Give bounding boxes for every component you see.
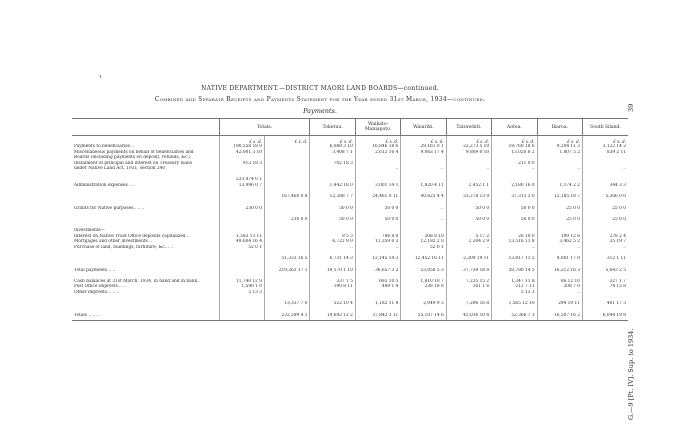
tokerau-cell: 190 8 11 [310,284,355,289]
waikato-cell: 2,612 16 4 [355,150,400,155]
units-totals-a: £ s. d. [219,136,264,145]
tokerau-cell: .. [310,245,355,250]
aotea-cell: 211 0 0 [492,161,537,166]
aotea-cell: 50 0 0 [492,206,537,211]
aotea-cell: 13,020 8 2 [492,150,537,155]
waiariki-cell: 1,810 10 7 [401,279,446,284]
south-island-cell: 74 15 8 [582,284,628,289]
totals-a-cell: 1,590 1 0 [219,284,264,289]
col-header-waiariki: Waiariki. [401,119,446,136]
waikato-cell: 11,359 0 3 [355,239,400,244]
south-island-cell: 3,122 14 2 [582,144,628,149]
tokerau-cell: 702 18 3 [310,161,355,166]
units-blank [72,136,219,145]
totals-a-cell: 42,001 3 10 [219,150,264,155]
totals-b-cell: 13,337 7 0 [265,301,310,306]
waiariki-cell: 52 0 1 [401,245,446,250]
south-island-cell: 327 1 7 [582,279,628,284]
aotea-cell: 1,347 11 8 [492,279,537,284]
waikato-cell: 36,657 3 2 [355,268,400,273]
south-island-cell: 5,306 0 0 [582,194,628,199]
row-label: Interest on Native Trust Office deposits capitalized .. [74,233,190,239]
tairawhiti-cell: 50 0 0 [446,206,491,211]
waiariki-cell: 55,107 14 6 [401,313,446,321]
waikato-cell: 3,001 14 1 [355,183,400,188]
row-label: Administration expenses .. .. [74,182,136,188]
units-tairawhiti: £ s. d. [446,136,491,145]
waikato-cell: 24,461 0 11 [355,194,400,199]
waiariki-cell: 2,049 9 3 [401,301,446,306]
aotea-cell: .. [492,245,537,250]
aotea-cell: 13,518 11 8 [492,239,537,244]
aotea-cell: 5 13 3 [492,290,537,295]
ikaroa-cell: 208 7 0 [537,284,582,289]
aotea-cell: 52,366 7 3 [492,313,537,321]
totals-a-cell: 13,996 0 7 [219,183,264,188]
south-island-cell: 278 2 4 [582,234,628,239]
totals-b-cell: 232,599 4 1 [265,313,310,321]
totals-b-cell: 230 0 0 [265,217,310,222]
running-title: G.—9 [Pt. IV]. Sup. to 1934. [627,328,635,420]
row-label: Total payments .. .. [74,267,116,273]
tokerau-cell: 6,731 14 3 [310,256,355,261]
totals-a-cell: 190,558 18 0 [219,144,264,149]
tairawhiti-cell: 161 1 6 [446,284,491,289]
aotea-cell: 50,780 14 5 [492,268,537,273]
ikaroa-cell: 16,212 16 3 [537,268,582,273]
ikaroa-cell: 16,507 16 2 [537,313,582,321]
tairawhiti-cell: .. [446,245,491,250]
ikaroa-cell: 3,462 5 2 [537,239,582,244]
units-south-island: £ s. d. [582,136,628,145]
waikato-cell: 489 1 4 [355,284,400,289]
waiariki-cell: 12,192 2 0 [401,239,446,244]
ikaroa-cell: 25 0 0 [537,206,582,211]
aotea-cell: .. [492,166,537,171]
tairawhiti-cell: 37,739 18 8 [446,268,491,273]
units-waiariki: £ s. d. [401,136,446,145]
waikato-cell: .. [355,166,400,171]
totals-a-cell: 1,583 13 11 [219,234,264,239]
tairawhiti-cell: 7,235 15 2 [446,279,491,284]
ikaroa-cell: .. [537,290,582,295]
page-number: 39 [627,103,635,112]
units-waikato: £ s. d. [355,136,400,145]
south-island-cell: .. [582,245,628,250]
waikato-cell: .. [355,245,400,250]
tairawhiti-cell: 2,309 19 11 [446,256,491,261]
statement-subtitle: Combined and Separate Receipts and Payments Statement for the Year ended 31st March, 1934—continued. [154,96,486,103]
tairawhiti-cell: 2,304 2 9 [446,239,491,244]
waiariki-cell: .. [401,217,446,222]
waikato-cell: 1,182 11 9 [355,301,400,306]
totals-b-cell: 51,333 16 5 [265,256,310,261]
totals-b-cell: 219,263 17 1 [265,268,310,273]
tairawhiti-cell: 5 17 2 [446,234,491,239]
units-aotea: £ s. d. [492,136,537,145]
table-row [72,313,628,321]
totals-a-cell: 230 0 0 [219,206,264,211]
row-label: under Native Land Act, 1931, section 240 [74,166,166,172]
col-header-aotea: Aotea. [492,119,537,136]
totals-a-cell: 49,604 16 4 [219,239,264,244]
south-island-cell: 401 17 3 [582,301,628,306]
row-label: Totals .. .. .. [72,313,219,321]
row-label: Boards (including payments on deposit, refunds, &c.) [74,155,191,161]
waikato-cell: 50 0 0 [355,206,400,211]
ikaroa-cell: 1,174 2 2 [537,183,582,188]
row-label: Payments to beneficiaries .. [74,144,135,150]
ikaroa-cell: .. [537,245,582,250]
waikato-cell: 16,846 18 6 [355,144,400,149]
payments-table [72,118,628,321]
aotea-cell: 13,817 11 5 [492,256,537,261]
aotea-cell: 37,313 3 0 [492,194,537,199]
totals-a-cell: 11,740 12 9 [219,279,264,284]
col-header-ikaroa: Ikaroa. [537,119,582,136]
waiariki-cell: 12,452 16 11 [401,256,446,261]
row-label: Instalment of principal and interest on Treasury loans [74,160,192,166]
waiariki-cell: .. [401,166,446,171]
ikaroa-cell: 4,001 17 8 [537,256,582,261]
waikato-cell: 693 10 5 [355,279,400,284]
waiariki-cell: 9,063 17 4 [401,150,446,155]
col-header-tairawhiti: Tairawhiti. [446,119,491,136]
ikaroa-cell: 25 0 0 [537,217,582,222]
aotea-cell: 212 7 11 [492,284,537,289]
south-island-cell: .. [582,166,628,171]
tokerau-cell: 6,088 3 10 [310,144,355,149]
col-header-totals: Totals. [219,119,310,136]
ikaroa-cell: 12,185 18 7 [537,194,582,199]
row-label: Post Office imprests .. .. [74,284,126,290]
margin-mark [100,75,101,78]
tokerau-cell: 50 0 0 [310,206,355,211]
tairawhiti-cell: .. [446,166,491,171]
row-label: Miscellaneous payments on behalf of beneficiaries and [74,149,194,155]
south-island-cell: 312 1 11 [582,256,628,261]
tairawhiti-cell: 7,296 16 8 [446,301,491,306]
section-heading: Payments. [303,107,337,115]
ikaroa-cell: 1,807 5 2 [537,150,582,155]
units-totals-b: £ s. d. [265,136,310,145]
ikaroa-cell: 294 19 11 [537,301,582,306]
waiariki-cell: 40,625 4 4 [401,194,446,199]
units-row [72,136,628,145]
ikaroa-cell: 86 12 10 [537,279,582,284]
aotea-cell: 1,565 12 10 [492,301,537,306]
aotea-cell: 26 10 0 [492,234,537,239]
row-label: Cash balances at 31st March, 1934, in hand and in bank.. [74,278,200,284]
tokerau-cell: 9 5 3 [310,234,355,239]
tokerau-cell: 522 10 4 [310,301,355,306]
south-island-cell: 344 3 3 [582,183,628,188]
totals-b-cell: 167,460 0 8 [265,194,310,199]
south-island-cell: 25 0 0 [582,217,628,222]
waikato-cell: 786 8 0 [355,234,400,239]
tokerau-cell: 3,408 7 1 [310,150,355,155]
row-label: Investments— [74,228,105,234]
row-label: Purchase of land, buildings, furniture, &c... .. [74,244,173,250]
waiariki-cell: 29,161 0 1 [401,144,446,149]
totals-a-cell: 233,474 0 1 [219,177,264,182]
waiariki-cell: 238 18 8 [401,284,446,289]
waiariki-cell: 53,058 5 3 [401,268,446,273]
waikato-cell: 12,145 14 3 [355,256,400,261]
waikato-cell: 37,842 3 11 [355,313,400,321]
row-label: Grants for Native purposes.. .. .. [74,205,145,211]
south-island-cell: 35 19 7 [582,239,628,244]
tokerau-cell: 19,170 1 10 [310,268,355,273]
table-header-row [72,119,628,136]
tairawhiti-cell: 45,036 10 4 [446,313,491,321]
south-island-cell: 839 2 11 [582,150,628,155]
tokerau-cell: 6,722 9 0 [310,239,355,244]
waiariki-cell: 1,820 4 11 [401,183,446,188]
tokerau-cell: 19,692 12 2 [310,313,355,321]
tairawhiti-cell: 22,273 5 10 [446,144,491,149]
tairawhiti-cell: 9,809 0 10 [446,150,491,155]
waikato-cell: 50 0 0 [355,217,400,222]
tairawhiti-cell: 50 0 0 [446,217,491,222]
tairawhiti-cell: 33,278 13 9 [446,194,491,199]
row-label: Mortgages and other investments .. [74,239,152,245]
col-header-south-island: South Island. [582,119,628,136]
south-island-cell: 6,044 19 8 [582,313,628,321]
ikaroa-cell: 199 12 6 [537,234,582,239]
aotea-cell: 2,180 16 0 [492,183,537,188]
tokerau-cell: 50 0 0 [310,217,355,222]
south-island-cell: 5,643 2 5 [582,268,628,273]
tokerau-cell: 337 1 5 [310,279,355,284]
ikaroa-cell: 9,204 11 3 [537,144,582,149]
tokerau-cell: 1,442 18 0 [310,183,355,188]
aotea-cell: 19,760 18 6 [492,144,537,149]
col-header-tokerau: Tokerau. [310,119,355,136]
waiariki-cell: .. [401,206,446,211]
totals-a-cell: 913 18 3 [219,161,264,166]
units-tokerau: £ s. d. [310,136,355,145]
row-label: Other imprests .. .. .. [74,289,120,295]
tokerau-cell: 12,388 7 7 [310,194,355,199]
ikaroa-cell: .. [537,166,582,171]
tairawhiti-cell: 2,452 1 1 [446,183,491,188]
document-title: NATIVE DEPARTMENT.—DISTRICT MAORI LAND BOARDS—continued. [201,85,439,92]
waiariki-cell: 208 8 10 [401,234,446,239]
totals-a-cell: 5 13 3 [219,290,264,295]
aotea-cell: 50 0 0 [492,217,537,222]
col-header-description [72,119,219,136]
south-island-cell: 25 0 0 [582,206,628,211]
col-header-waikato-maniapoto: Waikato-Maniapoto. [355,119,400,136]
units-ikaroa: £ s. d. [537,136,582,145]
totals-a-cell: 52 0 1 [219,245,264,250]
totals-a-cell [219,313,264,321]
